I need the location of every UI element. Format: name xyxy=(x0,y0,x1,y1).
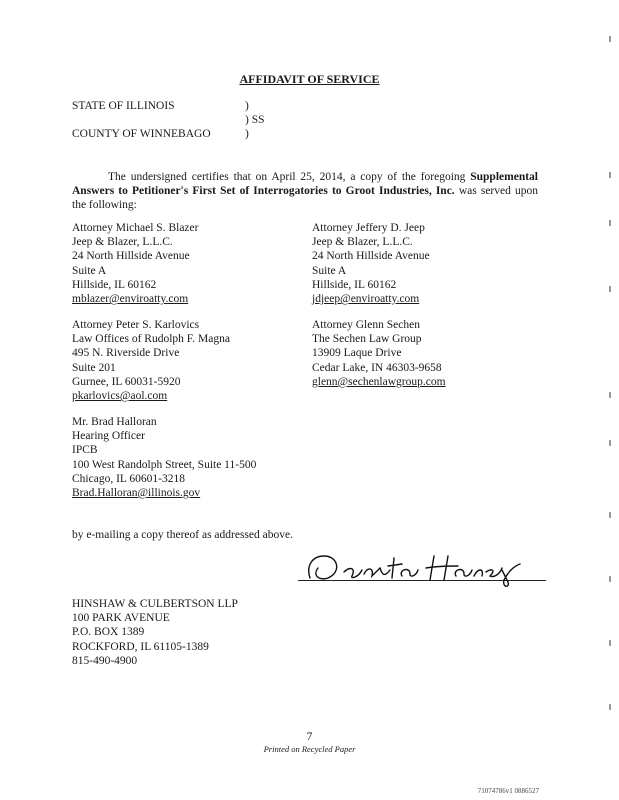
recipient-jeep xyxy=(312,221,430,306)
recipient-email-link[interactable]: Brad.Halloran@illinois.gov xyxy=(72,487,201,500)
venue-county: COUNTY OF WINNEBAGO xyxy=(72,128,211,140)
recipient-street: 24 North Hillside Avenue xyxy=(72,250,190,263)
recipient-street: 24 North Hillside Avenue xyxy=(312,250,430,263)
venue-paren-bottom: ) xyxy=(245,128,249,140)
recipient-street: 495 N. Riverside Drive xyxy=(72,347,180,360)
recipient-suite: Suite A xyxy=(312,264,347,277)
recipient-city: Hillside, IL 60162 xyxy=(312,278,397,291)
recipient-name: Attorney Glenn Sechen xyxy=(312,319,420,331)
recipient-name: Attorney Peter S. Karlovics xyxy=(72,319,200,331)
recipient-city: Cedar Lake, IN 46303-9658 xyxy=(312,361,442,374)
recipient-karlovics xyxy=(72,318,230,403)
certification-document: Supplemental Answers to Petitioner's First Set of Interrogatories to Groot Industries, Inc. xyxy=(72,171,538,197)
page-number: 7 xyxy=(306,731,313,743)
firm-street: 100 PARK AVENUE xyxy=(72,612,170,625)
document-id: 71074786v1 0886527 xyxy=(477,787,539,795)
venue-state: STATE OF ILLINOIS xyxy=(72,100,175,112)
scan-edge-marks xyxy=(609,0,613,800)
recipient-name: Attorney Michael S. Blazer xyxy=(72,222,199,234)
recipient-halloran xyxy=(72,415,256,500)
firm-block xyxy=(72,597,238,668)
firm-city: ROCKFORD, IL 61105-1389 xyxy=(72,640,209,653)
title-text: AFFIDAVIT OF SERVICE xyxy=(239,72,380,86)
handwritten-signature xyxy=(298,548,548,588)
recipient-sechen xyxy=(312,318,446,389)
recipient-firm: Law Offices of Rudolph F. Magna xyxy=(72,333,230,346)
recipient-role: Hearing Officer xyxy=(72,430,145,443)
certification-paragraph xyxy=(72,170,538,212)
recipient-suite: Suite A xyxy=(72,264,107,277)
recipient-name: Mr. Brad Halloran xyxy=(72,416,157,428)
firm-name: HINSHAW & CULBERTSON LLP xyxy=(72,598,238,610)
recipient-email-link[interactable]: mblazer@enviroatty.com xyxy=(72,293,189,306)
recipient-name: Attorney Jeffery D. Jeep xyxy=(312,222,425,234)
recycled-note: Printed on Recycled Paper xyxy=(263,744,356,754)
firm-phone: 815-490-4900 xyxy=(72,654,138,667)
recipient-city: Chicago, IL 60601-3218 xyxy=(72,472,185,485)
recipient-city: Gurnee, IL 60031-5920 xyxy=(72,375,181,388)
recipient-city: Hillside, IL 60162 xyxy=(72,278,157,291)
recipient-suite: Suite 201 xyxy=(72,361,116,374)
firm-po-box: P.O. BOX 1389 xyxy=(72,626,145,639)
recipient-street: 13909 Laque Drive xyxy=(312,347,402,360)
recipient-agency: IPCB xyxy=(72,444,98,457)
recipient-street: 100 West Randolph Street, Suite 11-500 xyxy=(72,458,257,471)
venue-paren-top: ) xyxy=(245,100,249,112)
page-title xyxy=(0,72,619,86)
certification-tail: was served upon the following: xyxy=(72,185,538,211)
recipient-firm: Jeep & Blazer, L.L.C. xyxy=(72,236,173,249)
recipient-firm: The Sechen Law Group xyxy=(312,333,422,346)
service-method: by e-mailing a copy thereof as addressed above. xyxy=(72,529,293,541)
venue-ss: ) SS xyxy=(245,114,265,126)
recipient-email-link[interactable]: pkarlovics@aol.com xyxy=(72,390,168,403)
certification-lead: The undersigned certifies that on April 25, 2014, a copy of the foregoing xyxy=(108,171,471,183)
recipient-email-link[interactable]: jdjeep@enviroatty.com xyxy=(312,293,420,306)
recipient-firm: Jeep & Blazer, L.L.C. xyxy=(312,236,413,249)
recipient-blazer xyxy=(72,221,198,306)
recipient-email-link[interactable]: glenn@sechenlawgroup.com xyxy=(312,375,446,388)
